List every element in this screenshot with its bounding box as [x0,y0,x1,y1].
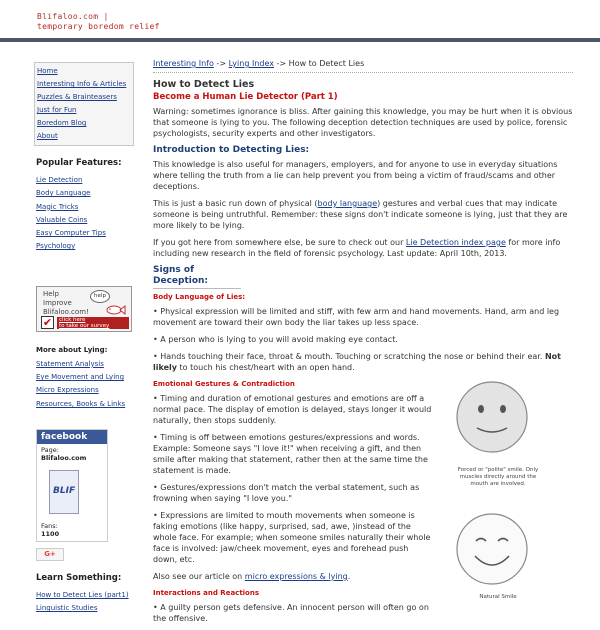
header-bar [0,38,600,42]
popular-magic-tricks[interactable]: Magic Tricks [36,202,79,211]
help-line-3: Blifaloo.com! [43,307,89,316]
popular-computer-tips[interactable]: Easy Computer Tips [36,229,106,238]
bullet-timing-words: • Timing is off between emotions gestures/expressions and words. Example: Someone says "I love it!" when receiving a gift, and then smile after making that statement, rather then at the same time the statement is made. [153,433,428,475]
help-line-1: Help [43,289,59,298]
lie-detection-index-link[interactable]: Lie Detection index page [405,238,506,247]
nav-home[interactable]: Home [37,67,58,75]
main-nav [34,62,134,146]
fish-icon [105,305,125,315]
facebook-title: facebook [37,430,107,444]
bullet-timing: • Timing and duration of emotional gestures and emotions are off a normal pace. The display of emotion is delayed, stays longer it would naturally, then stops suddenly. [153,394,432,425]
checkmark-icon: ✔ [42,315,53,329]
intro-p1: This knowledge is also useful for managers, employers, and for anyone to use in everyday situations where telling the truth from a lie can help prevent you from being a victim of fraud/scams and other deceptions. [153,160,558,191]
intro-p2 [153,198,573,231]
intro-p3 [153,237,573,259]
learn-linguistic[interactable]: Linguistic Studies [36,604,98,613]
interactions-subheading: Interactions and Reactions [153,589,260,597]
breadcrumb-current: How to Detect Lies [288,59,365,68]
site-logo[interactable] [37,12,160,32]
bullet-hands [153,351,573,373]
survey-banner[interactable] [36,286,132,332]
bullet-hands-text: • Hands touching their face, throat & mouth. Touching or scratching the nose or behind their ear. [153,352,543,361]
breadcrumb [153,58,573,73]
survey-link[interactable] [57,317,129,329]
intro-p3-text-b: for more info including new research in the field of forensic psychology. Last update: April 10th, 2013. [153,238,561,258]
intro-p2-text-a: This is just a basic run down of physical ( [153,199,318,208]
logo-line-2: temporary boredom relief [37,22,160,31]
micro-note-text-a: Also see our article on [153,572,245,581]
site-header [0,0,600,38]
facebook-page-name[interactable]: Blifaloo.com [41,453,87,462]
breadcrumb-interesting-info[interactable]: Interesting Info [153,59,214,68]
help-bubble-icon: help [90,290,110,303]
popular-valuable-coins[interactable]: Valuable Coins [36,215,88,224]
section-signs-title: Signs of Deception: [153,265,241,289]
lying-list [34,358,134,411]
blif-logo-text: BLIF [53,485,76,496]
help-line-2: Improve [43,298,72,307]
lying-micro-expressions[interactable]: Micro Expressions [36,386,99,395]
blif-logo [49,470,79,514]
popular-psychology[interactable]: Psychology [36,242,76,251]
bullet-hands-rest: to touch his chest/heart with an open hand. [176,363,355,372]
emotional-subheading: Emotional Gestures & Contradiction [153,380,295,388]
lying-heading: More about Lying: [36,345,108,354]
forced-smile-face [455,380,529,454]
lying-statement-analysis[interactable]: Statement Analysis [36,359,104,368]
survey-line-1: click here [59,316,86,323]
breadcrumb-sep: -> [213,59,229,68]
popular-heading: Popular Features: [36,158,122,168]
help-text [43,290,89,317]
micro-expressions-link[interactable]: micro expressions & lying [244,572,348,581]
facebook-page-label: Page: [41,445,59,454]
body-language-link[interactable]: body language [317,199,378,208]
nav-just-for-fun[interactable]: Just for Fun [37,106,77,114]
learn-detect-lies[interactable]: How to Detect Lies (part1) [36,590,129,599]
emotional-column [153,393,435,624]
intro-p2-text-b: ) gestures and verbal cues that may indicate someone is being untruthful. Remember: these signs don't indicate someone is lying, just that they are more likely to be lying. [153,199,568,230]
bullet-defensive: • A guilty person gets defensive. An innocent person will often go on the offensive. [153,603,429,623]
nav-interesting-info[interactable]: Interesting Info & Articles [37,80,127,88]
bullet-hands-bold: Not likely [153,352,561,372]
section-intro-title: Introduction to Detecting Lies: [153,145,310,155]
fans-count: 1100 [41,529,60,538]
natural-smile-caption: Natural Smile [479,594,517,600]
micro-note-text-b: . [347,572,351,581]
google-plus-button[interactable]: G+ [36,548,64,561]
page-subtitle: Become a Human Lie Detector (Part 1) [153,92,338,102]
popular-body-language[interactable]: Body Language [36,189,91,198]
intro-p3-text-a: If you got here from somewhere else, be sure to check out our [153,238,406,247]
bullet-gestures-mismatch: • Gestures/expressions don't match the verbal statement, such as frowning when saying "I love you." [153,483,420,503]
nav-about[interactable]: About [37,132,58,140]
logo-line-1: Blifaloo.com | [37,12,109,21]
facebook-page [37,444,107,462]
survey-line-2: to take our survey [59,322,110,329]
breadcrumb-lying-index[interactable]: Lying Index [228,59,274,68]
natural-smile-face [455,512,529,586]
lying-resources[interactable]: Resources, Books & Links [36,399,126,408]
micro-expressions-note [153,571,435,582]
bullet-limited-expressions: • Expressions are limited to mouth movements when someone is faking emotions (like happy, surprised, sad, awe, )instead of the whole face. For example; when someone smiles naturally their whole face is involved: jaw/cheek movement, eyes and forehead push down, etc. [153,511,431,564]
intro-paragraph: Warning: sometimes ignorance is bliss. After gaining this knowledge, you may be hurt when it is obvious that someone is lying to you. The following deception detection techniques are used by police, forensic psychologists, security experts and other investigators. [153,107,573,138]
facebook-widget[interactable] [36,429,108,542]
learn-list [34,589,134,616]
nav-boredom-blog[interactable]: Boredom Blog [37,119,87,127]
fans-label: Fans: [41,521,58,530]
lying-eye-movement[interactable]: Eye Movement and Lying [36,373,125,382]
popular-list [34,174,134,254]
nav-puzzles[interactable]: Puzzles & Brainteasers [37,93,117,101]
facebook-fans [37,514,107,541]
page-title: How to Detect Lies [153,79,255,90]
body-language-subheading: Body Language of Lies: [153,293,246,301]
bullet-eye-contact: • A person who is lying to you will avoid making eye contact. [153,335,398,344]
popular-lie-detection[interactable]: Lie Detection [36,176,83,184]
breadcrumb-sep: -> [273,59,289,68]
bullet-physical: • Physical expression will be limited and stiff, with few arm and hand movements. Hand, arm and leg movement are toward their own body the liar takes up less space. [153,307,560,327]
learn-heading: Learn Something: [36,572,122,583]
sidebar [34,62,134,616]
forced-smile-caption: Forced or "polite" smile. Only muscles directly around the mouth are involved. [457,467,539,487]
